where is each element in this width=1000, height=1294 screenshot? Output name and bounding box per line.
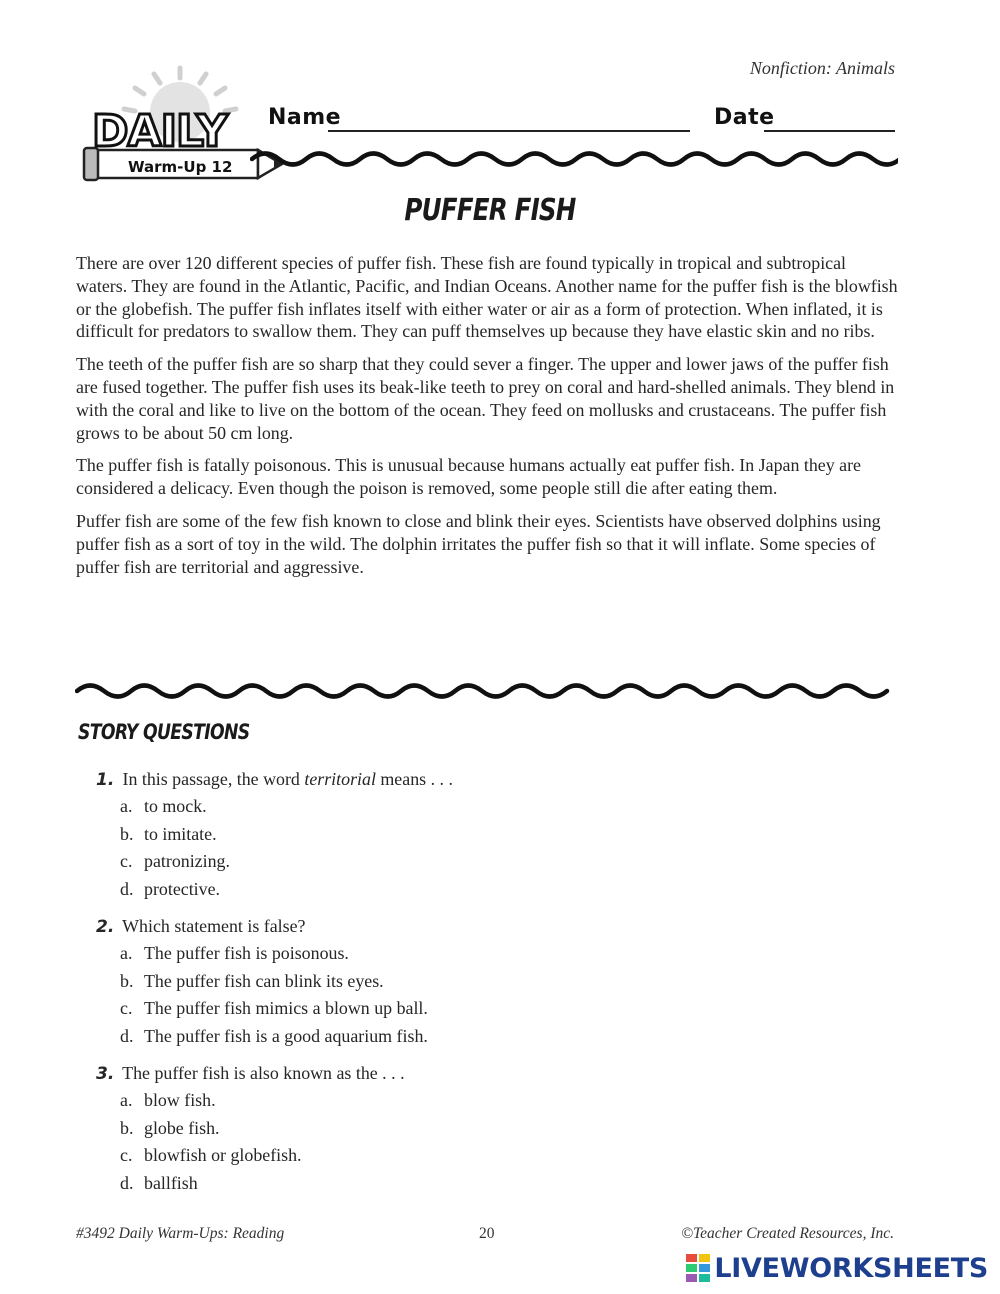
page-title: PUFFER FISH [404,193,576,228]
answer-option[interactable] [96,1023,916,1051]
question-number: 1. [96,770,115,790]
option-letter: b. [120,970,134,991]
answer-option[interactable] [96,876,916,904]
liveworksheets-logo-icon [686,1254,710,1282]
option-letter: b. [120,823,134,844]
question-prompt-end: means . . . [375,769,453,789]
question-prompt: In this passage, the word [122,769,305,789]
answer-option[interactable] [96,848,916,876]
daily-warmup-logo [80,62,290,190]
option-letter: a. [120,796,133,816]
option-letter: d. [120,878,134,899]
passage-paragraph: The puffer fish is fatally poisonous. This is unusual because humans actually eat puffer fish. In Japan they are considered a delicacy. Even though the poison is removed, some people still die after eating them. [76,455,861,499]
answer-option[interactable] [96,1115,916,1143]
passage-paragraph: The teeth of the puffer fish are so sharp that they could sever a finger. The upper and lower jaws of the puffer fish are fused together. The puffer fish uses its beak-like teeth to prey on coral and hard-shelled animals. They blend in with the coral and like to live on the bottom of the ocean. They feed on mollusks and crustaceans. The puffer fish grows to be about 50 cm long. [76,354,895,443]
question-list [96,765,916,1206]
footer-copyright: ©Teacher Created Resources, Inc. [681,1225,894,1242]
option-text: to mock. [144,796,207,816]
logo-warmup-text: Warm-Up 12 [128,158,233,176]
footer-book-title: #3492 Daily Warm-Ups: Reading [76,1225,285,1242]
option-letter: d. [120,1025,134,1046]
liveworksheets-brand: LIVEWORKSHEETS [714,1252,988,1284]
answer-option[interactable] [96,1087,916,1115]
option-letter: c. [120,998,133,1018]
option-letter: b. [120,1117,134,1138]
answer-option[interactable] [96,995,916,1023]
liveworksheets-watermark[interactable] [686,1252,988,1284]
name-label: Name [268,105,342,130]
option-text: protective. [144,878,221,899]
answer-option[interactable] [96,1142,916,1170]
option-letter: c. [120,1145,133,1165]
reading-passage [76,252,898,588]
answer-option[interactable] [96,940,916,968]
wave-divider-middle [75,678,899,702]
option-letter: c. [120,851,133,871]
section-heading: STORY QUESTIONS [78,720,250,744]
option-text: blowfish or globefish. [144,1145,302,1165]
answer-option[interactable] [96,968,916,996]
option-letter: d. [120,1172,134,1193]
question-3 [96,1059,916,1197]
option-letter: a. [120,943,133,963]
question-1 [96,765,916,903]
question-prompt: Which statement is false? [122,916,306,936]
option-text: blow fish. [144,1090,216,1110]
date-input-line[interactable] [764,130,895,132]
date-label: Date [714,105,775,130]
wave-divider-top [250,146,898,170]
option-text: The puffer fish is poisonous. [144,943,349,963]
logo-daily-text: DAILY [92,106,227,157]
question-number: 2. [96,917,115,937]
footer-page-number: 20 [479,1225,495,1242]
passage-paragraph: There are over 120 different species of puffer fish. These fish are found typically in tropical and subtropical waters. They are found in the Atlantic, Pacific, and Indian Oceans. Another name for the puffer fish is the blowfish or the globefish. The puffer fish inflates itself with either water or air as a form of protection. When inflated, it is difficult for predators to swallow them. They can puff themselves up because they have elastic skin and no ribs. [76,253,898,342]
answer-option[interactable] [96,821,916,849]
option-text: The puffer fish mimics a blown up ball. [144,998,428,1018]
passage-paragraph: Puffer fish are some of the few fish known to close and blink their eyes. Scientists have observed dolphins using puffer fish as a sort of toy in the wild. The dolphin irritates the puffer fish so that it will inflate. Some species of puffer fish are territorial and aggressive. [76,510,881,577]
option-letter: a. [120,1090,133,1110]
question-number: 3. [96,1064,115,1084]
option-text: The puffer fish is a good aquarium fish. [144,1025,428,1046]
option-text: to imitate. [144,823,217,844]
option-text: ballfish [144,1172,198,1193]
option-text: patronizing. [144,851,230,871]
name-input-line[interactable] [328,130,690,132]
answer-option[interactable] [96,793,916,821]
option-text: globe fish. [144,1117,220,1138]
category-label: Nonfiction: Animals [749,58,895,78]
option-text: The puffer fish can blink its eyes. [144,970,384,991]
question-2 [96,912,916,1050]
answer-option[interactable] [96,1170,916,1198]
question-prompt: The puffer fish is also known as the . . . [122,1063,405,1083]
question-keyword: territorial [304,769,376,789]
